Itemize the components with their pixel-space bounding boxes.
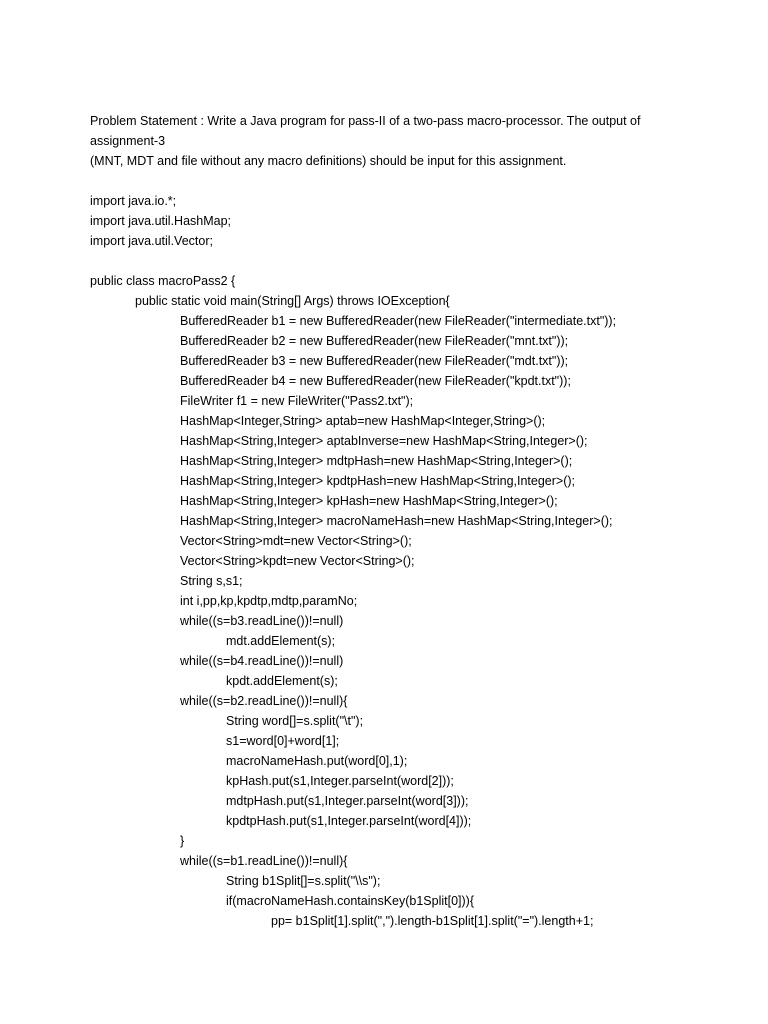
blank-line <box>90 251 730 271</box>
code-line: HashMap<String,Integer> aptabInverse=new HashMap<String,Integer>(); <box>180 434 588 448</box>
code-line: FileWriter f1 = new FileWriter("Pass2.txt"); <box>180 394 414 408</box>
code-line: while((s=b4.readLine())!=null) <box>180 654 344 668</box>
code-line: String word[]=s.split("\t"); <box>226 714 364 728</box>
code-line: } <box>180 834 185 848</box>
code-line: BufferedReader b3 = new BufferedReader(new FileReader("mdt.txt")); <box>180 354 569 368</box>
code-line: pp= b1Split[1].split(",").length-b1Split[1].split("=").length+1; <box>271 914 594 928</box>
code-line: HashMap<Integer,String> aptab=new HashMap<Integer,String>(); <box>180 414 546 428</box>
code-line: while((s=b3.readLine())!=null) <box>180 614 344 628</box>
code-line: String s,s1; <box>180 574 243 588</box>
code-line: public class macroPass2 { <box>90 274 236 288</box>
code-line: if(macroNameHash.containsKey(b1Split[0])){ <box>226 894 475 908</box>
blank-line <box>90 171 730 191</box>
code-line: HashMap<String,Integer> kpdtpHash=new HashMap<String,Integer>(); <box>180 474 576 488</box>
code-line: while((s=b1.readLine())!=null){ <box>180 854 348 868</box>
code-line: import java.util.Vector; <box>90 234 213 248</box>
code-line: mdt.addElement(s); <box>226 634 336 648</box>
document-body <box>90 111 730 931</box>
code-line: kpHash.put(s1,Integer.parseInt(word[2])); <box>226 774 454 788</box>
problem-statement-line-2: assignment-3 <box>90 134 166 148</box>
code-line: import java.io.*; <box>90 194 177 208</box>
code-line: import java.util.HashMap; <box>90 214 232 228</box>
problem-statement-line-1: Problem Statement : Write a Java program for pass-II of a two-pass macro-processor. The output of <box>90 114 641 128</box>
code-line: kpdtpHash.put(s1,Integer.parseInt(word[4])); <box>226 814 472 828</box>
code-line: while((s=b2.readLine())!=null){ <box>180 694 348 708</box>
code-line: int i,pp,kp,kpdtp,mdtp,paramNo; <box>180 594 358 608</box>
code-line: public static void main(String[] Args) throws IOException{ <box>135 294 450 308</box>
code-line: HashMap<String,Integer> mdtpHash=new HashMap<String,Integer>(); <box>180 454 573 468</box>
code-line: macroNameHash.put(word[0],1); <box>226 754 408 768</box>
code-line: s1=word[0]+word[1]; <box>226 734 340 748</box>
code-line: mdtpHash.put(s1,Integer.parseInt(word[3])); <box>226 794 469 808</box>
code-line: HashMap<String,Integer> kpHash=new HashMap<String,Integer>(); <box>180 494 558 508</box>
code-line: HashMap<String,Integer> macroNameHash=new HashMap<String,Integer>(); <box>180 514 613 528</box>
code-line: BufferedReader b1 = new BufferedReader(new FileReader("intermediate.txt")); <box>180 314 617 328</box>
code-line: Vector<String>kpdt=new Vector<String>(); <box>180 554 415 568</box>
problem-statement-line-3: (MNT, MDT and file without any macro definitions) should be input for this assignment. <box>90 154 567 168</box>
code-line: BufferedReader b4 = new BufferedReader(new FileReader("kpdt.txt")); <box>180 374 571 388</box>
code-line: String b1Split[]=s.split("\\s"); <box>226 874 381 888</box>
code-line: kpdt.addElement(s); <box>226 674 338 688</box>
code-line: Vector<String>mdt=new Vector<String>(); <box>180 534 412 548</box>
code-block <box>90 191 730 931</box>
code-line: BufferedReader b2 = new BufferedReader(new FileReader("mnt.txt")); <box>180 334 569 348</box>
